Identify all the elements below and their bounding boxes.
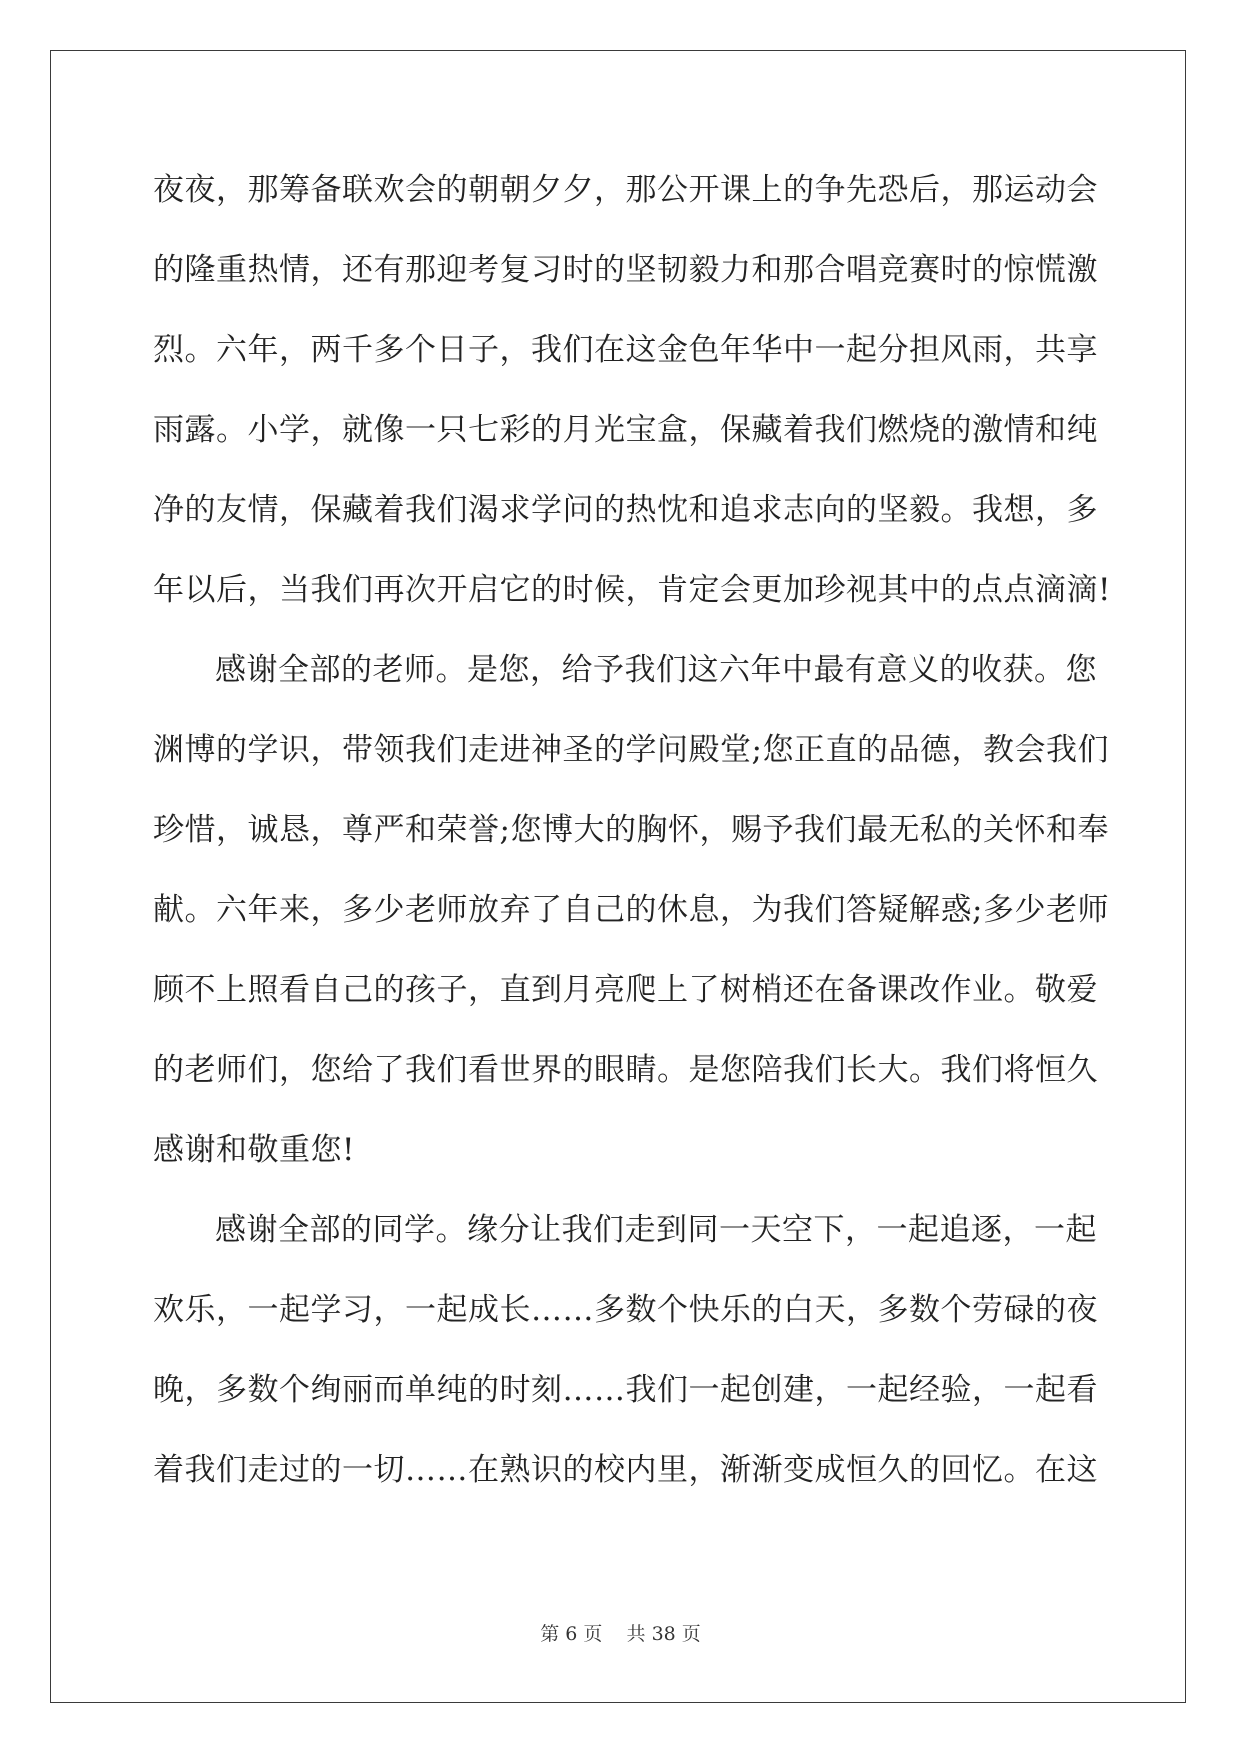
text-line: 的老师们，您给了我们看世界的眼睛。是您陪我们长大。我们将恒久 [153, 1052, 1098, 1088]
text-line: 感谢全部的同学。缘分让我们走到同一天空下，一起追逐，一起 [215, 1212, 1097, 1248]
document-body [153, 160, 1111, 1520]
page-footer [0, 1622, 1241, 1646]
text-line: 晚，多数个绚丽而单纯的时刻……我们一起创建，一起经验，一起看 [153, 1372, 1098, 1408]
text-line: 的隆重热情，还有那迎考复习时的坚韧毅力和那合唱竞赛时的惊慌激 [153, 252, 1098, 288]
text-line: 年以后，当我们再次开启它的时候，肯定会更加珍视其中的点点滴滴! [153, 572, 1111, 608]
text-line: 感谢和敬重您! [153, 1132, 355, 1168]
text-line: 净的友情，保藏着我们渴求学问的热忱和追求志向的坚毅。我想，多 [153, 492, 1098, 528]
page-number: 第 6 页 [540, 1623, 603, 1645]
text-line: 着我们走过的一切……在熟识的校内里，渐渐变成恒久的回忆。在这 [153, 1452, 1098, 1488]
text-line: 雨露。小学，就像一只七彩的月光宝盒，保藏着我们燃烧的激情和纯 [153, 412, 1098, 448]
page-total: 共 38 页 [626, 1623, 701, 1645]
text-line: 顾不上照看自己的孩子，直到月亮爬上了树梢还在备课改作业。敬爱 [153, 972, 1098, 1008]
text-line: 渊博的学识，带领我们走进神圣的学问殿堂;您正直的品德，教会我们 [153, 732, 1109, 768]
text-line: 烈。六年，两千多个日子，我们在这金色年华中一起分担风雨，共享 [153, 332, 1098, 368]
text-line: 夜夜，那筹备联欢会的朝朝夕夕，那公开课上的争先恐后，那运动会 [153, 172, 1098, 208]
text-line: 欢乐，一起学习，一起成长……多数个快乐的白天，多数个劳碌的夜 [153, 1292, 1098, 1328]
text-line: 感谢全部的老师。是您，给予我们这六年中最有意义的收获。您 [215, 652, 1097, 688]
text-line: 献。六年来，多少老师放弃了自己的休息，为我们答疑解惑;多少老师 [153, 892, 1109, 928]
text-line: 珍惜，诚恳，尊严和荣誉;您博大的胸怀，赐予我们最无私的关怀和奉 [153, 812, 1109, 848]
